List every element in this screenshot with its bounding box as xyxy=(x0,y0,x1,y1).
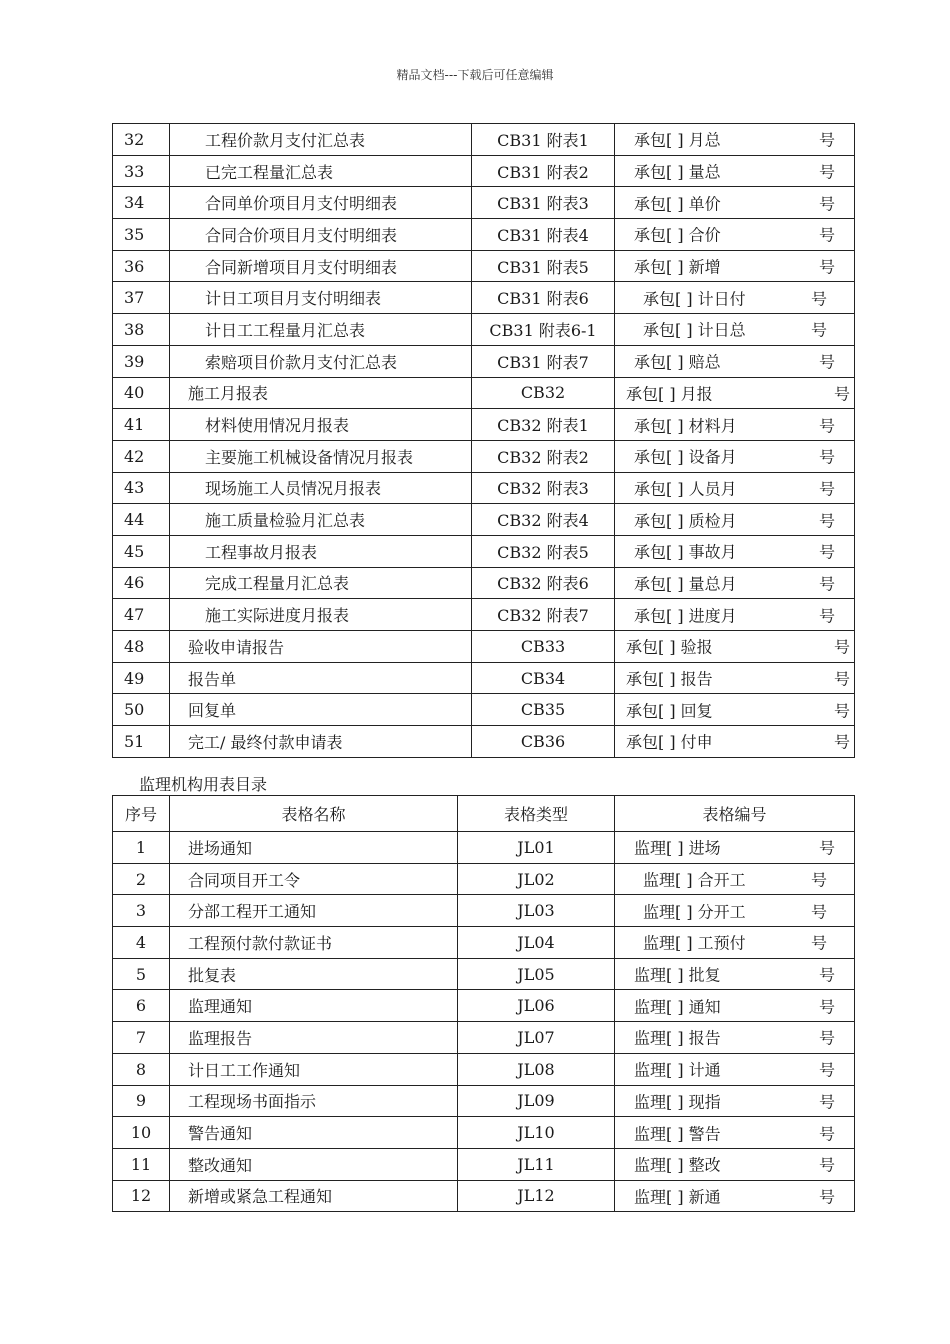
form-code xyxy=(615,314,855,346)
table-row xyxy=(113,1022,855,1054)
form-code-prefix: 监理[ ] 现指 xyxy=(634,1092,721,1112)
form-code-suffix: 号 xyxy=(819,574,836,594)
form-name: 施工质量检验月汇总表 xyxy=(170,504,472,536)
form-code-suffix: 号 xyxy=(819,479,836,499)
form-type: CB32 附表4 xyxy=(472,504,615,536)
row-number: 32 xyxy=(113,124,170,156)
table-row xyxy=(113,599,855,631)
row-number: 46 xyxy=(113,567,170,599)
table-row xyxy=(113,1117,855,1149)
form-type: JL08 xyxy=(458,1053,615,1085)
table-row xyxy=(113,631,855,663)
form-code-prefix: 监理[ ] 进场 xyxy=(634,838,721,858)
form-code-prefix: 承包[ ] 回复 xyxy=(626,701,713,721)
form-code-suffix: 号 xyxy=(819,162,836,182)
form-code-prefix: 承包[ ] 质检月 xyxy=(634,511,737,531)
form-code xyxy=(615,187,855,219)
form-code xyxy=(615,567,855,599)
form-name: 计日工工作通知 xyxy=(170,1053,458,1085)
row-number: 6 xyxy=(113,990,170,1022)
form-name: 施工实际进度月报表 xyxy=(170,599,472,631)
form-code-prefix: 监理[ ] 批复 xyxy=(634,965,721,985)
row-number: 37 xyxy=(113,282,170,314)
table-row xyxy=(113,314,855,346)
form-type: CB34 xyxy=(472,662,615,694)
form-type: JL10 xyxy=(458,1117,615,1149)
form-type: CB31 附表4 xyxy=(472,219,615,251)
form-name: 完工/ 最终付款申请表 xyxy=(170,726,472,758)
row-number: 48 xyxy=(113,631,170,663)
form-code-prefix: 监理[ ] 警告 xyxy=(634,1124,721,1144)
form-code xyxy=(615,219,855,251)
row-number: 1 xyxy=(113,832,170,864)
table-row xyxy=(113,155,855,187)
form-name: 整改通知 xyxy=(170,1148,458,1180)
table-row xyxy=(113,282,855,314)
table-row xyxy=(113,535,855,567)
form-code-prefix: 承包[ ] 人员月 xyxy=(634,479,737,499)
form-name: 批复表 xyxy=(170,958,458,990)
form-code-prefix: 承包[ ] 设备月 xyxy=(634,447,737,467)
form-name: 主要施工机械设备情况月报表 xyxy=(170,440,472,472)
form-name: 已完工程量汇总表 xyxy=(170,155,472,187)
form-code xyxy=(615,662,855,694)
form-code-suffix: 号 xyxy=(834,732,851,752)
form-type: CB31 附表2 xyxy=(472,155,615,187)
row-number: 35 xyxy=(113,219,170,251)
form-code xyxy=(615,832,855,864)
form-code-suffix: 号 xyxy=(811,289,828,309)
table-row xyxy=(113,662,855,694)
form-name: 工程预付款付款证书 xyxy=(170,927,458,959)
form-name: 材料使用情况月报表 xyxy=(170,409,472,441)
form-code-prefix: 承包[ ] 验报 xyxy=(626,637,713,657)
form-name: 合同项目开工令 xyxy=(170,863,458,895)
form-type: CB32 附表3 xyxy=(472,472,615,504)
form-code-suffix: 号 xyxy=(819,352,836,372)
form-code xyxy=(615,599,855,631)
form-code xyxy=(615,1148,855,1180)
form-code xyxy=(615,250,855,282)
form-code xyxy=(615,863,855,895)
form-code-suffix: 号 xyxy=(811,902,828,922)
table-row xyxy=(113,726,855,758)
form-code xyxy=(615,1117,855,1149)
contractor-forms-table xyxy=(112,123,855,758)
form-code-prefix: 承包[ ] 材料月 xyxy=(634,416,737,436)
form-type: CB35 xyxy=(472,694,615,726)
row-number: 43 xyxy=(113,472,170,504)
form-code-suffix: 号 xyxy=(819,257,836,277)
form-name: 工程价款月支付汇总表 xyxy=(170,124,472,156)
form-type: CB32 附表1 xyxy=(472,409,615,441)
form-code-suffix: 号 xyxy=(819,1155,836,1175)
form-type: CB31 附表1 xyxy=(472,124,615,156)
form-type: JL05 xyxy=(458,958,615,990)
table-row xyxy=(113,345,855,377)
form-code-suffix: 号 xyxy=(811,870,828,890)
form-code-suffix: 号 xyxy=(811,933,828,953)
table-row xyxy=(113,124,855,156)
form-type: JL11 xyxy=(458,1148,615,1180)
form-code xyxy=(615,726,855,758)
table-row xyxy=(113,1053,855,1085)
row-number: 7 xyxy=(113,1022,170,1054)
form-code-prefix: 承包[ ] 月报 xyxy=(626,384,713,404)
form-code-suffix: 号 xyxy=(819,1092,836,1112)
form-code-prefix: 承包[ ] 赔总 xyxy=(634,352,721,372)
form-code-prefix: 监理[ ] 计通 xyxy=(634,1060,721,1080)
table-row xyxy=(113,1085,855,1117)
form-code xyxy=(615,927,855,959)
form-type: JL03 xyxy=(458,895,615,927)
form-name: 回复单 xyxy=(170,694,472,726)
form-type: JL04 xyxy=(458,927,615,959)
form-code xyxy=(615,1053,855,1085)
form-code-prefix: 监理[ ] 合开工 xyxy=(643,870,746,890)
form-name: 监理通知 xyxy=(170,990,458,1022)
table-row xyxy=(113,377,855,409)
form-name: 合同单价项目月支付明细表 xyxy=(170,187,472,219)
form-code-prefix: 监理[ ] 新通 xyxy=(634,1187,721,1207)
form-type: CB33 xyxy=(472,631,615,663)
table-row xyxy=(113,832,855,864)
table-row xyxy=(113,895,855,927)
form-code xyxy=(615,377,855,409)
row-number: 44 xyxy=(113,504,170,536)
form-code-prefix: 监理[ ] 通知 xyxy=(634,997,721,1017)
form-name: 新增或紧急工程通知 xyxy=(170,1180,458,1212)
row-number: 4 xyxy=(113,927,170,959)
form-code-suffix: 号 xyxy=(819,416,836,436)
table-row xyxy=(113,250,855,282)
table-row xyxy=(113,694,855,726)
form-code-prefix: 监理[ ] 工预付 xyxy=(643,933,746,953)
row-number: 41 xyxy=(113,409,170,441)
row-number: 38 xyxy=(113,314,170,346)
form-code-suffix: 号 xyxy=(819,1187,836,1207)
header-code: 表格编号 xyxy=(615,796,855,832)
page-header: 精品文档---下载后可任意编辑 xyxy=(396,68,554,82)
form-code-suffix: 号 xyxy=(819,965,836,985)
form-code-prefix: 承包[ ] 进度月 xyxy=(634,606,737,626)
form-code xyxy=(615,472,855,504)
form-name: 计日工项目月支付明细表 xyxy=(170,282,472,314)
row-number: 51 xyxy=(113,726,170,758)
table-row xyxy=(113,504,855,536)
form-code-prefix: 监理[ ] 整改 xyxy=(634,1155,721,1175)
supervision-forms-table xyxy=(112,795,855,1212)
form-name: 工程现场书面指示 xyxy=(170,1085,458,1117)
row-number: 42 xyxy=(113,440,170,472)
header-type: 表格类型 xyxy=(458,796,615,832)
row-number: 39 xyxy=(113,345,170,377)
form-code xyxy=(615,155,855,187)
form-type: CB32 附表5 xyxy=(472,535,615,567)
form-name: 索赔项目价款月支付汇总表 xyxy=(170,345,472,377)
table-row xyxy=(113,990,855,1022)
row-number: 34 xyxy=(113,187,170,219)
table-row xyxy=(113,472,855,504)
form-type: CB31 附表7 xyxy=(472,345,615,377)
form-code-suffix: 号 xyxy=(819,606,836,626)
table-row xyxy=(113,567,855,599)
form-name: 验收申请报告 xyxy=(170,631,472,663)
form-code xyxy=(615,895,855,927)
table-row xyxy=(113,440,855,472)
form-code xyxy=(615,990,855,1022)
header-name: 表格名称 xyxy=(170,796,458,832)
form-type: CB32 附表7 xyxy=(472,599,615,631)
form-type: JL01 xyxy=(458,832,615,864)
form-code-prefix: 承包[ ] 月总 xyxy=(634,130,721,150)
row-number: 2 xyxy=(113,863,170,895)
form-type: CB31 附表6 xyxy=(472,282,615,314)
form-type: CB32 附表6 xyxy=(472,567,615,599)
form-name: 工程事故月报表 xyxy=(170,535,472,567)
form-code-prefix: 承包[ ] 计日付 xyxy=(643,289,746,309)
form-code xyxy=(615,1180,855,1212)
form-code-prefix: 承包[ ] 量总月 xyxy=(634,574,737,594)
form-code xyxy=(615,535,855,567)
form-code-prefix: 承包[ ] 合价 xyxy=(634,225,721,245)
form-type: JL06 xyxy=(458,990,615,1022)
row-number: 12 xyxy=(113,1180,170,1212)
form-code-prefix: 监理[ ] 报告 xyxy=(634,1028,721,1048)
form-code-prefix: 监理[ ] 分开工 xyxy=(643,902,746,922)
form-code-prefix: 承包[ ] 事故月 xyxy=(634,542,737,562)
form-name: 合同新增项目月支付明细表 xyxy=(170,250,472,282)
row-number: 40 xyxy=(113,377,170,409)
form-name: 进场通知 xyxy=(170,832,458,864)
row-number: 11 xyxy=(113,1148,170,1180)
form-code xyxy=(615,282,855,314)
row-number: 3 xyxy=(113,895,170,927)
form-code xyxy=(615,958,855,990)
form-code xyxy=(615,440,855,472)
row-number: 47 xyxy=(113,599,170,631)
form-name: 完成工程量月汇总表 xyxy=(170,567,472,599)
section-title: 监理机构用表目录 xyxy=(139,775,268,794)
row-number: 50 xyxy=(113,694,170,726)
form-name: 报告单 xyxy=(170,662,472,694)
form-code-suffix: 号 xyxy=(834,669,851,689)
row-number: 33 xyxy=(113,155,170,187)
form-type: CB32 xyxy=(472,377,615,409)
form-code-suffix: 号 xyxy=(834,384,851,404)
form-type: JL12 xyxy=(458,1180,615,1212)
form-code-prefix: 承包[ ] 新增 xyxy=(634,257,721,277)
form-name: 监理报告 xyxy=(170,1022,458,1054)
form-code-suffix: 号 xyxy=(819,194,836,214)
table-row xyxy=(113,1180,855,1212)
form-code-suffix: 号 xyxy=(811,320,828,340)
form-code-suffix: 号 xyxy=(819,511,836,531)
form-code xyxy=(615,409,855,441)
form-code-suffix: 号 xyxy=(819,1124,836,1144)
form-code-prefix: 承包[ ] 量总 xyxy=(634,162,721,182)
form-code-prefix: 承包[ ] 报告 xyxy=(626,669,713,689)
form-name: 分部工程开工通知 xyxy=(170,895,458,927)
form-code-suffix: 号 xyxy=(819,1060,836,1080)
table-row xyxy=(113,958,855,990)
form-type: CB31 附表3 xyxy=(472,187,615,219)
header-no: 序号 xyxy=(113,796,170,832)
form-code xyxy=(615,124,855,156)
form-code-suffix: 号 xyxy=(819,130,836,150)
form-code-suffix: 号 xyxy=(819,1028,836,1048)
table-header-row xyxy=(113,796,855,832)
form-type: CB36 xyxy=(472,726,615,758)
table-row xyxy=(113,927,855,959)
form-type: CB31 附表5 xyxy=(472,250,615,282)
form-code-suffix: 号 xyxy=(819,838,836,858)
form-code xyxy=(615,504,855,536)
row-number: 5 xyxy=(113,958,170,990)
form-code-prefix: 承包[ ] 单价 xyxy=(634,194,721,214)
table-row xyxy=(113,409,855,441)
form-name: 合同合价项目月支付明细表 xyxy=(170,219,472,251)
form-name: 警告通知 xyxy=(170,1117,458,1149)
form-code xyxy=(615,694,855,726)
form-code xyxy=(615,345,855,377)
form-code-prefix: 承包[ ] 计日总 xyxy=(643,320,746,340)
form-name: 计日工工程量月汇总表 xyxy=(170,314,472,346)
form-type: CB32 附表2 xyxy=(472,440,615,472)
row-number: 45 xyxy=(113,535,170,567)
row-number: 9 xyxy=(113,1085,170,1117)
table-row xyxy=(113,187,855,219)
form-name: 现场施工人员情况月报表 xyxy=(170,472,472,504)
form-code xyxy=(615,631,855,663)
form-code-suffix: 号 xyxy=(819,225,836,245)
form-code-suffix: 号 xyxy=(819,997,836,1017)
form-code-suffix: 号 xyxy=(834,701,851,721)
table-row xyxy=(113,863,855,895)
table-row xyxy=(113,1148,855,1180)
form-type: CB31 附表6-1 xyxy=(472,314,615,346)
row-number: 36 xyxy=(113,250,170,282)
form-code xyxy=(615,1022,855,1054)
row-number: 8 xyxy=(113,1053,170,1085)
row-number: 49 xyxy=(113,662,170,694)
form-code-suffix: 号 xyxy=(819,542,836,562)
form-code-suffix: 号 xyxy=(834,637,851,657)
form-code-prefix: 承包[ ] 付申 xyxy=(626,732,713,752)
form-type: JL02 xyxy=(458,863,615,895)
form-name: 施工月报表 xyxy=(170,377,472,409)
form-code xyxy=(615,1085,855,1117)
form-type: JL07 xyxy=(458,1022,615,1054)
table-row xyxy=(113,219,855,251)
row-number: 10 xyxy=(113,1117,170,1149)
form-code-suffix: 号 xyxy=(819,447,836,467)
form-type: JL09 xyxy=(458,1085,615,1117)
